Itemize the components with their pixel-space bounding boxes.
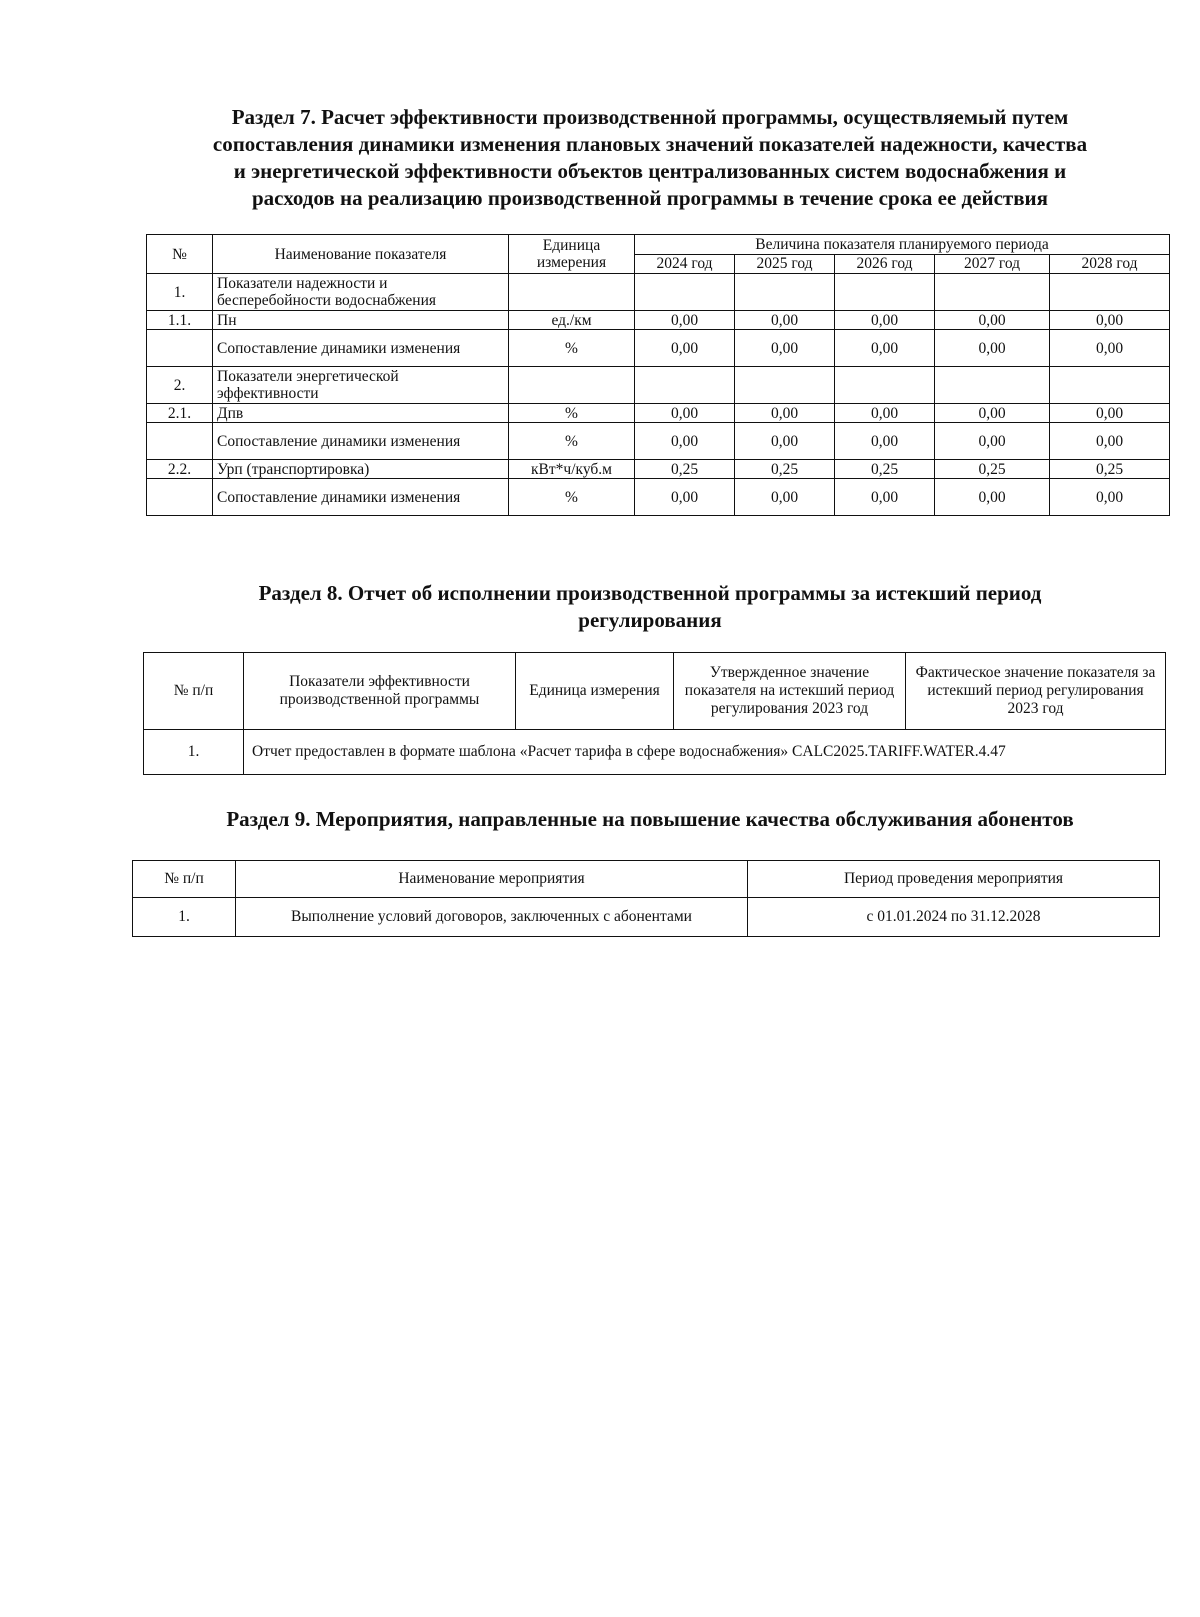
row-value: 0,00 [735,479,835,516]
row-value: 0,00 [835,479,935,516]
header-year: 2027 год [935,254,1050,274]
row-num [147,330,213,367]
row-value: 0,00 [835,330,935,367]
row-value [735,274,835,311]
row-name: Урп (транспортировка) [213,460,509,479]
section7-title-line4: расходов на реализацию производственной программы в течение срока ее действия [251,186,1049,210]
row-value: 0,00 [635,330,735,367]
row-num: 1. [133,898,236,937]
row-value: 0,00 [635,311,735,330]
section7-title-line2: сопоставления динамики изменения плановых значений показателей надежности, качества [212,132,1088,156]
row-value: 0,00 [735,311,835,330]
row-name: Показатели надежности и бесперебойности водоснабжения [213,274,509,311]
header-actual: Фактическое значение показателя за истекший период регулирования 2023 год [906,653,1166,730]
row-value: 0,00 [1050,423,1170,460]
row-name: Сопоставление динамики изменения [213,423,509,460]
section7-title-line1: Раздел 7. Расчет эффективности производственной программы, осуществляемый путем [231,105,1069,129]
row-value: 0,00 [635,479,735,516]
row-name: Сопоставление динамики изменения [213,330,509,367]
header-approved: Утвержденное значение показателя на истекший период регулирования 2023 год [674,653,906,730]
row-value [1050,274,1170,311]
row-value: 0,00 [1050,311,1170,330]
row-value: 0,00 [635,423,735,460]
row-name: Пн [213,311,509,330]
table-row [147,404,1170,423]
header-name: Наименование показателя [213,235,509,274]
header-year: 2026 год [835,254,935,274]
section7-header-row [147,235,1170,255]
section9-title: Раздел 9. Мероприятия, направленные на повышение качества обслуживания абонентов [226,807,1074,831]
row-value [935,274,1050,311]
table-row [147,460,1170,479]
row-value [635,274,735,311]
table-row [147,423,1170,460]
row-value: 0,25 [635,460,735,479]
row-value: 0,00 [935,479,1050,516]
header-num: № [147,235,213,274]
row-value [735,367,835,404]
header-year: 2028 год [1050,254,1170,274]
row-num: 1.1. [147,311,213,330]
row-value: 0,00 [735,423,835,460]
section8-table [143,652,1166,775]
row-unit: ед./км [509,311,635,330]
header-unit: Единица измерения [509,235,635,274]
row-unit [509,367,635,404]
row-value: 0,00 [935,311,1050,330]
row-num [147,423,213,460]
row-num [147,479,213,516]
row-num: 2.1. [147,404,213,423]
row-value: 0,00 [1050,404,1170,423]
row-num: 1. [144,730,244,775]
row-value: 0,00 [835,423,935,460]
header-period: Период проведения мероприятия [748,861,1160,898]
row-num: 2.2. [147,460,213,479]
row-value [835,367,935,404]
row-text: Отчет предоставлен в формате шаблона «Расчет тарифа в сфере водоснабжения» CALC2025.TARIFF.WATER.4.47 [244,730,1166,775]
section8-title-line1: Раздел 8. Отчет об исполнении производственной программы за истекший период [258,581,1042,605]
header-num: № п/п [133,861,236,898]
table-row [133,898,1160,937]
row-unit: % [509,330,635,367]
section9-table [132,860,1160,937]
header-name: Наименование мероприятия [236,861,748,898]
header-period: Величина показателя планируемого периода [635,235,1170,255]
row-value: 0,00 [835,404,935,423]
row-value: 0,00 [935,330,1050,367]
header-indicators: Показатели эффективности производственной программы [244,653,516,730]
section8-header-row [144,653,1166,730]
row-unit: % [509,404,635,423]
row-period: с 01.01.2024 по 31.12.2028 [748,898,1160,937]
row-unit [509,274,635,311]
row-value: 0,00 [735,404,835,423]
row-num: 1. [147,274,213,311]
row-value [635,367,735,404]
row-unit: кВт*ч/куб.м [509,460,635,479]
section9-header-row [133,861,1160,898]
row-name: Сопоставление динамики изменения [213,479,509,516]
section7-table [146,234,1170,516]
row-value: 0,00 [935,423,1050,460]
row-value: 0,25 [735,460,835,479]
row-name: Дпв [213,404,509,423]
row-name: Показатели энергетической эффективности [213,367,509,404]
row-value: 0,00 [1050,330,1170,367]
table-row [144,730,1166,775]
section7-table-body [147,274,1170,516]
row-value: 0,25 [835,460,935,479]
row-unit: % [509,423,635,460]
row-value: 0,25 [935,460,1050,479]
section8-title [130,580,1170,634]
header-year: 2024 год [635,254,735,274]
section7-title-line3: и энергетической эффективности объектов централизованных систем водоснабжения и [233,159,1067,183]
table-row [147,330,1170,367]
row-value: 0,00 [935,404,1050,423]
row-name: Выполнение условий договоров, заключенных с абонентами [236,898,748,937]
table-row [147,311,1170,330]
row-value [835,274,935,311]
header-unit: Единица измерения [516,653,674,730]
table-row [147,479,1170,516]
row-value: 0,00 [635,404,735,423]
row-value [935,367,1050,404]
row-value: 0,00 [1050,479,1170,516]
row-value: 0,25 [1050,460,1170,479]
section7-title [130,104,1170,212]
row-num: 2. [147,367,213,404]
header-year: 2025 год [735,254,835,274]
row-value: 0,00 [735,330,835,367]
row-value: 0,00 [835,311,935,330]
table-row [147,274,1170,311]
table-row [147,367,1170,404]
row-unit: % [509,479,635,516]
row-value [1050,367,1170,404]
section8-title-line2: регулирования [578,608,722,632]
header-num: № п/п [144,653,244,730]
